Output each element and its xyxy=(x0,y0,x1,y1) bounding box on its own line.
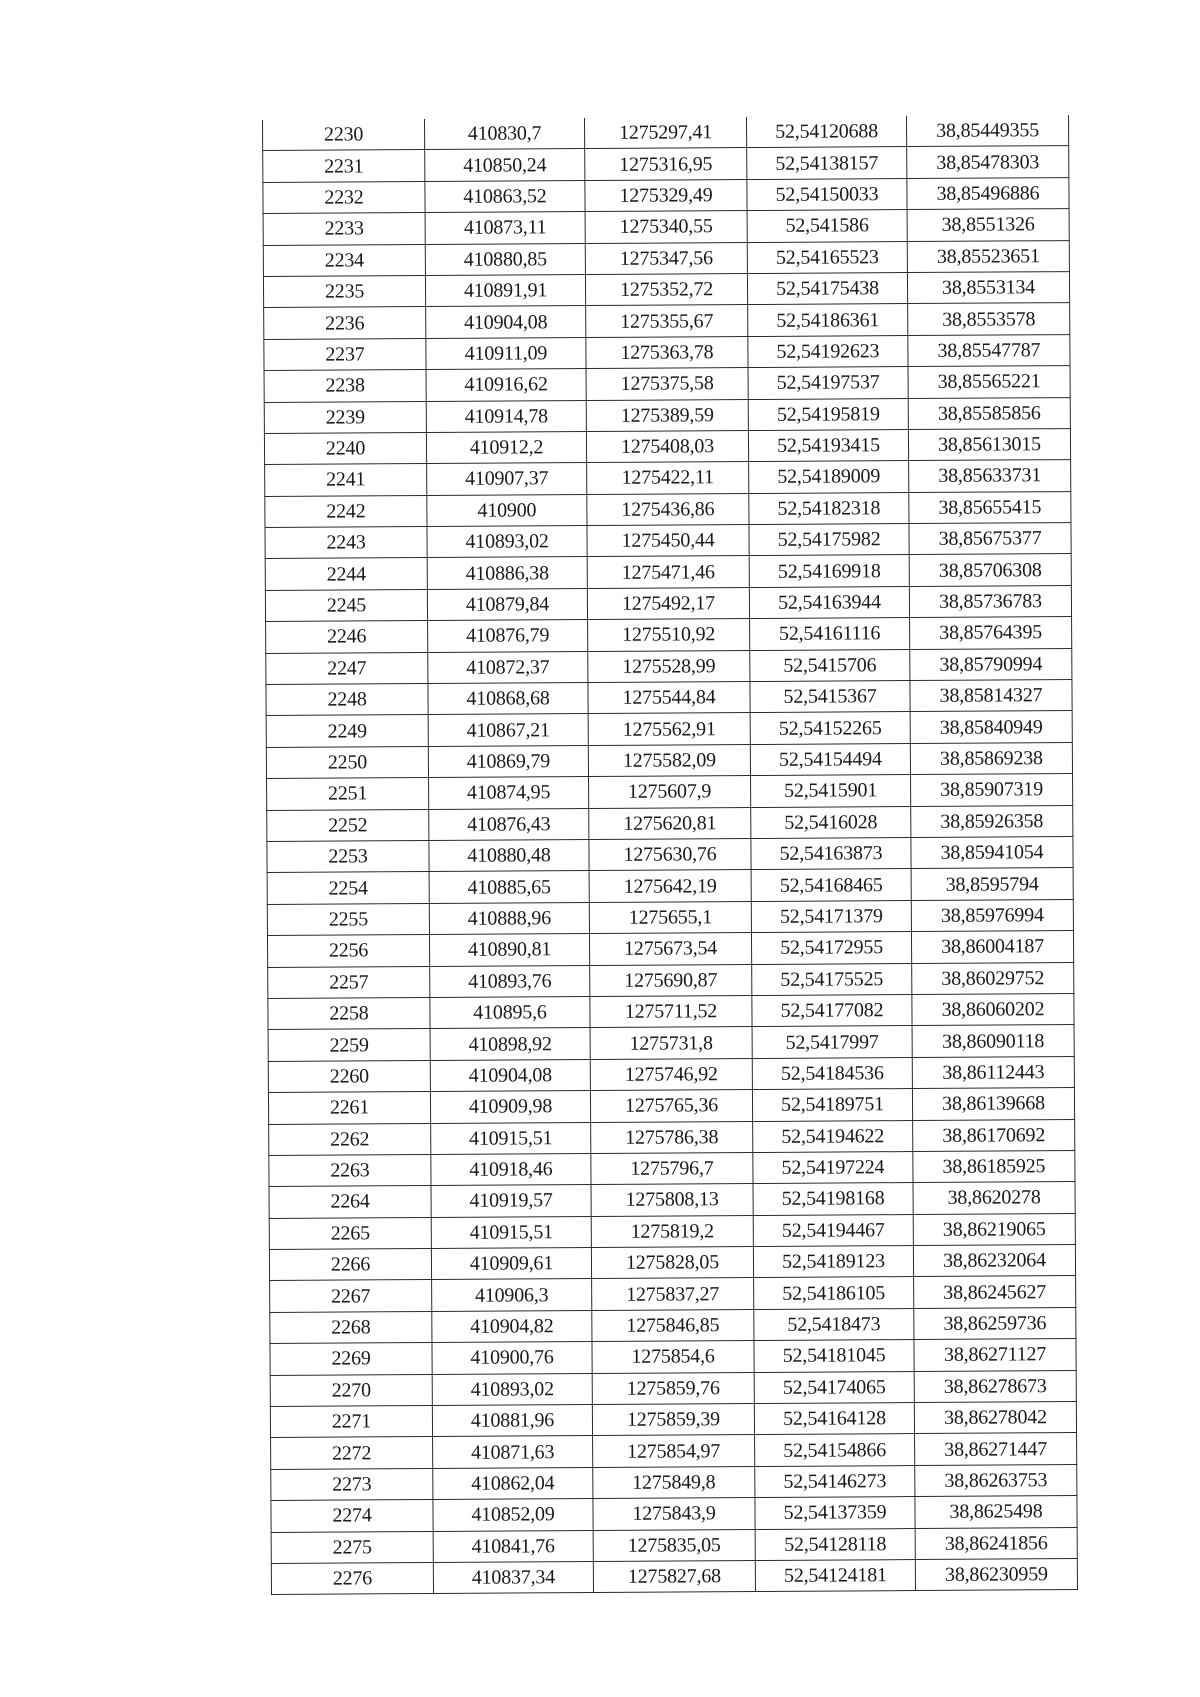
x-coordinate-cell: 410862,04 xyxy=(433,1467,593,1499)
table-row xyxy=(265,491,1071,527)
table-row xyxy=(266,742,1072,778)
y-coordinate-cell: 1275422,11 xyxy=(587,462,749,494)
y-coordinate-cell: 1275827,68 xyxy=(593,1560,755,1592)
point-number-cell: 2241 xyxy=(265,464,427,496)
point-number-cell: 2257 xyxy=(268,966,430,998)
point-number-cell: 2260 xyxy=(268,1060,430,1092)
latitude-cell: 52,54161116 xyxy=(750,618,910,650)
point-number-cell: 2250 xyxy=(266,746,428,778)
table-row xyxy=(270,1402,1076,1438)
point-number-cell: 2238 xyxy=(264,370,426,402)
y-coordinate-cell: 1275786,38 xyxy=(591,1121,753,1153)
longitude-cell: 38,86230959 xyxy=(915,1559,1077,1591)
y-coordinate-cell: 1275859,39 xyxy=(592,1404,754,1436)
longitude-cell: 38,85926358 xyxy=(911,805,1073,837)
latitude-cell: 52,54154494 xyxy=(750,743,910,775)
longitude-cell: 38,85706308 xyxy=(909,554,1071,586)
latitude-cell: 52,5416028 xyxy=(751,806,911,838)
longitude-cell: 38,86112443 xyxy=(912,1056,1074,1088)
table-row xyxy=(267,774,1073,810)
y-coordinate-cell: 1275582,09 xyxy=(588,744,750,776)
y-coordinate-cell: 1275297,41 xyxy=(584,117,746,149)
x-coordinate-cell: 410904,82 xyxy=(432,1310,592,1342)
latitude-cell: 52,54182318 xyxy=(749,492,909,524)
latitude-cell: 52,54181045 xyxy=(754,1340,914,1372)
latitude-cell: 52,54137359 xyxy=(755,1497,915,1529)
latitude-cell: 52,54138157 xyxy=(747,147,907,179)
x-coordinate-cell: 410911,09 xyxy=(426,337,586,369)
longitude-cell: 38,86090118 xyxy=(912,1025,1074,1057)
y-coordinate-cell: 1275347,56 xyxy=(585,242,747,274)
x-coordinate-cell: 410904,08 xyxy=(430,1059,590,1091)
latitude-cell: 52,54146273 xyxy=(755,1465,915,1497)
table-row xyxy=(269,1213,1075,1249)
y-coordinate-cell: 1275843,9 xyxy=(593,1498,755,1530)
point-number-cell: 2264 xyxy=(269,1186,431,1218)
point-number-cell: 2262 xyxy=(269,1123,431,1155)
y-coordinate-cell: 1275796,7 xyxy=(591,1152,753,1184)
x-coordinate-cell: 410874,95 xyxy=(429,777,589,809)
table-row xyxy=(263,272,1069,308)
y-coordinate-cell: 1275859,76 xyxy=(592,1372,754,1404)
latitude-cell: 52,54172955 xyxy=(751,932,911,964)
point-number-cell: 2270 xyxy=(270,1374,432,1406)
longitude-cell: 38,86185925 xyxy=(913,1150,1075,1182)
point-number-cell: 2258 xyxy=(268,997,430,1029)
longitude-cell: 38,86060202 xyxy=(912,993,1074,1025)
y-coordinate-cell: 1275642,19 xyxy=(589,870,751,902)
x-coordinate-cell: 410880,48 xyxy=(429,840,589,872)
point-number-cell: 2254 xyxy=(267,872,429,904)
y-coordinate-cell: 1275607,9 xyxy=(589,776,751,808)
y-coordinate-cell: 1275408,03 xyxy=(586,430,748,462)
latitude-cell: 52,54177082 xyxy=(752,994,912,1026)
point-number-cell: 2231 xyxy=(263,150,425,182)
point-number-cell: 2269 xyxy=(270,1343,432,1375)
latitude-cell: 52,54124181 xyxy=(755,1560,915,1592)
y-coordinate-cell: 1275316,95 xyxy=(585,148,747,180)
point-number-cell: 2242 xyxy=(265,495,427,527)
longitude-cell: 38,85613015 xyxy=(908,428,1070,460)
x-coordinate-cell: 410880,85 xyxy=(425,243,585,275)
table-row xyxy=(268,1025,1074,1061)
x-coordinate-cell: 410869,79 xyxy=(428,745,588,777)
x-coordinate-cell: 410909,98 xyxy=(430,1091,590,1123)
longitude-cell: 38,85790994 xyxy=(910,648,1072,680)
longitude-cell: 38,85655415 xyxy=(909,491,1071,523)
y-coordinate-cell: 1275690,87 xyxy=(590,964,752,996)
coordinates-table xyxy=(262,115,1078,1595)
point-number-cell: 2276 xyxy=(271,1562,433,1594)
longitude-cell: 38,8551326 xyxy=(907,209,1069,241)
table-row xyxy=(265,585,1071,621)
longitude-cell: 38,86278042 xyxy=(914,1402,1076,1434)
latitude-cell: 52,5415367 xyxy=(750,681,910,713)
table-row xyxy=(270,1276,1076,1312)
point-number-cell: 2259 xyxy=(268,1029,430,1061)
table-row xyxy=(263,240,1069,276)
latitude-cell: 52,54189123 xyxy=(753,1246,913,1278)
point-number-cell: 2275 xyxy=(271,1531,433,1563)
y-coordinate-cell: 1275450,44 xyxy=(587,525,749,557)
y-coordinate-cell: 1275355,67 xyxy=(586,305,748,337)
longitude-cell: 38,86245627 xyxy=(914,1276,1076,1308)
longitude-cell: 38,86263753 xyxy=(915,1464,1077,1496)
table-row xyxy=(269,1245,1075,1281)
latitude-cell: 52,54168465 xyxy=(751,869,911,901)
latitude-cell: 52,54175525 xyxy=(752,963,912,995)
latitude-cell: 52,54171379 xyxy=(751,900,911,932)
y-coordinate-cell: 1275837,27 xyxy=(592,1278,754,1310)
x-coordinate-cell: 410900,76 xyxy=(432,1342,592,1374)
longitude-cell: 38,86271447 xyxy=(915,1433,1077,1465)
latitude-cell: 52,54198168 xyxy=(753,1183,913,1215)
latitude-cell: 52,541586 xyxy=(747,210,907,242)
y-coordinate-cell: 1275835,05 xyxy=(593,1529,755,1561)
table-row xyxy=(266,648,1072,684)
table-row xyxy=(263,115,1069,151)
table-row xyxy=(269,1119,1075,1155)
latitude-cell: 52,54175438 xyxy=(747,273,907,305)
point-number-cell: 2263 xyxy=(269,1154,431,1186)
point-number-cell: 2249 xyxy=(266,715,428,747)
latitude-cell: 52,54150033 xyxy=(747,178,907,210)
y-coordinate-cell: 1275828,05 xyxy=(591,1247,753,1279)
latitude-cell: 52,54197537 xyxy=(748,367,908,399)
latitude-cell: 52,54186361 xyxy=(748,304,908,336)
longitude-cell: 38,86004187 xyxy=(911,931,1073,963)
y-coordinate-cell: 1275544,84 xyxy=(588,682,750,714)
x-coordinate-cell: 410895,6 xyxy=(430,996,590,1028)
point-number-cell: 2253 xyxy=(267,840,429,872)
longitude-cell: 38,85523651 xyxy=(907,240,1069,272)
longitude-cell: 38,8553578 xyxy=(908,303,1070,335)
table-row xyxy=(264,303,1070,339)
y-coordinate-cell: 1275854,97 xyxy=(593,1435,755,1467)
x-coordinate-cell: 410914,78 xyxy=(426,400,586,432)
longitude-cell: 38,86241856 xyxy=(915,1527,1077,1559)
table-row xyxy=(269,1150,1075,1186)
x-coordinate-cell: 410904,08 xyxy=(426,306,586,338)
longitude-cell: 38,85565221 xyxy=(908,366,1070,398)
y-coordinate-cell: 1275492,17 xyxy=(587,587,749,619)
longitude-cell: 38,85814327 xyxy=(910,680,1072,712)
y-coordinate-cell: 1275819,2 xyxy=(591,1215,753,1247)
x-coordinate-cell: 410898,92 xyxy=(430,1028,590,1060)
longitude-cell: 38,85585856 xyxy=(908,397,1070,429)
longitude-cell: 38,85941054 xyxy=(911,837,1073,869)
y-coordinate-cell: 1275363,78 xyxy=(586,336,748,368)
latitude-cell: 52,54193415 xyxy=(748,429,908,461)
longitude-cell: 38,86259736 xyxy=(914,1307,1076,1339)
longitude-cell: 38,85840949 xyxy=(910,711,1072,743)
table-row xyxy=(268,993,1074,1029)
longitude-cell: 38,85907319 xyxy=(911,774,1073,806)
x-coordinate-cell: 410912,2 xyxy=(426,431,586,463)
table-row xyxy=(264,334,1070,370)
longitude-cell: 38,85736783 xyxy=(909,585,1071,617)
latitude-cell: 52,5415706 xyxy=(750,649,910,681)
point-number-cell: 2256 xyxy=(267,935,429,967)
table-row xyxy=(266,680,1072,716)
table-row xyxy=(266,617,1072,653)
x-coordinate-cell: 410873,11 xyxy=(425,212,585,244)
table-row xyxy=(264,366,1070,402)
table-row xyxy=(263,146,1069,182)
x-coordinate-cell: 410876,79 xyxy=(428,620,588,652)
longitude-cell: 38,85633731 xyxy=(909,460,1071,492)
x-coordinate-cell: 410885,65 xyxy=(429,871,589,903)
latitude-cell: 52,54195819 xyxy=(748,398,908,430)
table-row xyxy=(266,711,1072,747)
longitude-cell: 38,85869238 xyxy=(910,742,1072,774)
x-coordinate-cell: 410909,61 xyxy=(431,1248,591,1280)
y-coordinate-cell: 1275711,52 xyxy=(590,995,752,1027)
latitude-cell: 52,54169918 xyxy=(749,555,909,587)
longitude-cell: 38,85764395 xyxy=(910,617,1072,649)
point-number-cell: 2236 xyxy=(264,307,426,339)
x-coordinate-cell: 410871,63 xyxy=(433,1436,593,1468)
longitude-cell: 38,85976994 xyxy=(911,899,1073,931)
y-coordinate-cell: 1275471,46 xyxy=(587,556,749,588)
longitude-cell: 38,86029752 xyxy=(912,962,1074,994)
y-coordinate-cell: 1275436,86 xyxy=(587,493,749,525)
latitude-cell: 52,54186105 xyxy=(754,1277,914,1309)
longitude-cell: 38,85547787 xyxy=(908,334,1070,366)
latitude-cell: 52,54164128 xyxy=(754,1403,914,1435)
x-coordinate-cell: 410890,81 xyxy=(429,934,589,966)
table-row xyxy=(268,1056,1074,1092)
table-row xyxy=(268,962,1074,998)
longitude-cell: 38,85449355 xyxy=(906,115,1068,147)
x-coordinate-cell: 410893,02 xyxy=(427,526,587,558)
y-coordinate-cell: 1275528,99 xyxy=(588,650,750,682)
point-number-cell: 2267 xyxy=(270,1280,432,1312)
x-coordinate-cell: 410841,76 xyxy=(433,1530,593,1562)
x-coordinate-cell: 410886,38 xyxy=(427,557,587,589)
table-row xyxy=(265,554,1071,590)
point-number-cell: 2261 xyxy=(268,1092,430,1124)
table-row xyxy=(267,931,1073,967)
x-coordinate-cell: 410888,96 xyxy=(429,902,589,934)
x-coordinate-cell: 410893,76 xyxy=(430,965,590,997)
table-row xyxy=(267,899,1073,935)
point-number-cell: 2268 xyxy=(270,1311,432,1343)
point-number-cell: 2245 xyxy=(265,589,427,621)
table-row xyxy=(270,1339,1076,1375)
latitude-cell: 52,54154866 xyxy=(755,1434,915,1466)
latitude-cell: 52,54174065 xyxy=(754,1371,914,1403)
table-row xyxy=(263,209,1069,245)
y-coordinate-cell: 1275329,49 xyxy=(585,179,747,211)
y-coordinate-cell: 1275620,81 xyxy=(589,807,751,839)
longitude-cell: 38,86271127 xyxy=(914,1339,1076,1371)
table-row xyxy=(269,1182,1075,1218)
latitude-cell: 52,54152265 xyxy=(750,712,910,744)
longitude-cell: 38,8620278 xyxy=(913,1182,1075,1214)
latitude-cell: 52,54194622 xyxy=(753,1120,913,1152)
y-coordinate-cell: 1275673,54 xyxy=(589,933,751,965)
y-coordinate-cell: 1275808,13 xyxy=(591,1184,753,1216)
table-row xyxy=(270,1307,1076,1343)
latitude-cell: 52,54175982 xyxy=(749,524,909,556)
longitude-cell: 38,86139668 xyxy=(912,1088,1074,1120)
point-number-cell: 2265 xyxy=(269,1217,431,1249)
point-number-cell: 2234 xyxy=(263,244,425,276)
point-number-cell: 2246 xyxy=(266,621,428,653)
point-number-cell: 2237 xyxy=(264,338,426,370)
table-row xyxy=(271,1433,1077,1469)
x-coordinate-cell: 410906,3 xyxy=(432,1279,592,1311)
longitude-cell: 38,86232064 xyxy=(913,1245,1075,1277)
point-number-cell: 2239 xyxy=(264,401,426,433)
y-coordinate-cell: 1275375,58 xyxy=(586,368,748,400)
latitude-cell: 52,54197224 xyxy=(753,1151,913,1183)
table-row xyxy=(267,805,1073,841)
point-number-cell: 2248 xyxy=(266,684,428,716)
point-number-cell: 2232 xyxy=(263,181,425,213)
table-row xyxy=(271,1464,1077,1500)
y-coordinate-cell: 1275352,72 xyxy=(585,273,747,305)
x-coordinate-cell: 410915,51 xyxy=(431,1122,591,1154)
y-coordinate-cell: 1275655,1 xyxy=(589,901,751,933)
x-coordinate-cell: 410850,24 xyxy=(425,149,585,181)
x-coordinate-cell: 410852,09 xyxy=(433,1499,593,1531)
point-number-cell: 2273 xyxy=(271,1468,433,1500)
latitude-cell: 52,54163873 xyxy=(751,838,911,870)
longitude-cell: 38,85478303 xyxy=(907,146,1069,178)
latitude-cell: 52,54192623 xyxy=(748,335,908,367)
y-coordinate-cell: 1275731,8 xyxy=(590,1027,752,1059)
longitude-cell: 38,8553134 xyxy=(907,272,1069,304)
table-row xyxy=(270,1370,1076,1406)
x-coordinate-cell: 410918,46 xyxy=(431,1153,591,1185)
y-coordinate-cell: 1275630,76 xyxy=(589,839,751,871)
coordinates-table-body xyxy=(263,115,1078,1595)
table-row xyxy=(271,1559,1077,1595)
latitude-cell: 52,5415901 xyxy=(751,775,911,807)
x-coordinate-cell: 410915,51 xyxy=(431,1216,591,1248)
table-row xyxy=(265,523,1071,559)
latitude-cell: 52,54194467 xyxy=(753,1214,913,1246)
y-coordinate-cell: 1275510,92 xyxy=(588,619,750,651)
point-number-cell: 2233 xyxy=(263,213,425,245)
point-number-cell: 2243 xyxy=(265,527,427,559)
latitude-cell: 52,54165523 xyxy=(747,241,907,273)
latitude-cell: 52,54189009 xyxy=(749,461,909,493)
point-number-cell: 2266 xyxy=(269,1249,431,1281)
longitude-cell: 38,86170692 xyxy=(913,1119,1075,1151)
point-number-cell: 2272 xyxy=(271,1437,433,1469)
point-number-cell: 2230 xyxy=(263,119,425,151)
x-coordinate-cell: 410868,68 xyxy=(428,683,588,715)
longitude-cell: 38,8595794 xyxy=(911,868,1073,900)
table-row xyxy=(267,837,1073,873)
table-row xyxy=(271,1527,1077,1563)
point-number-cell: 2274 xyxy=(271,1500,433,1532)
y-coordinate-cell: 1275849,8 xyxy=(593,1466,755,1498)
point-number-cell: 2271 xyxy=(270,1405,432,1437)
y-coordinate-cell: 1275340,55 xyxy=(585,211,747,243)
point-number-cell: 2252 xyxy=(267,809,429,841)
point-number-cell: 2244 xyxy=(265,558,427,590)
x-coordinate-cell: 410863,52 xyxy=(425,180,585,212)
table-row xyxy=(264,428,1070,464)
table-row xyxy=(268,1088,1074,1124)
x-coordinate-cell: 410907,37 xyxy=(427,463,587,495)
table-row xyxy=(263,177,1069,213)
latitude-cell: 52,54184536 xyxy=(752,1057,912,1089)
table-row xyxy=(271,1496,1077,1532)
y-coordinate-cell: 1275765,36 xyxy=(590,1090,752,1122)
table-row xyxy=(265,460,1071,496)
x-coordinate-cell: 410879,84 xyxy=(427,588,587,620)
x-coordinate-cell: 410893,02 xyxy=(432,1373,592,1405)
table-row xyxy=(267,868,1073,904)
x-coordinate-cell: 410837,34 xyxy=(433,1561,593,1593)
x-coordinate-cell: 410891,91 xyxy=(425,274,585,306)
latitude-cell: 52,5417997 xyxy=(752,1026,912,1058)
latitude-cell: 52,54189751 xyxy=(752,1089,912,1121)
y-coordinate-cell: 1275562,91 xyxy=(588,713,750,745)
longitude-cell: 38,86219065 xyxy=(913,1213,1075,1245)
y-coordinate-cell: 1275389,59 xyxy=(586,399,748,431)
x-coordinate-cell: 410867,21 xyxy=(428,714,588,746)
x-coordinate-cell: 410916,62 xyxy=(426,369,586,401)
x-coordinate-cell: 410900 xyxy=(427,494,587,526)
point-number-cell: 2247 xyxy=(266,652,428,684)
latitude-cell: 52,54128118 xyxy=(755,1528,915,1560)
x-coordinate-cell: 410881,96 xyxy=(432,1405,592,1437)
x-coordinate-cell: 410876,43 xyxy=(429,808,589,840)
latitude-cell: 52,5418473 xyxy=(754,1308,914,1340)
longitude-cell: 38,86278673 xyxy=(914,1370,1076,1402)
latitude-cell: 52,54120688 xyxy=(746,116,906,148)
table-row xyxy=(264,397,1070,433)
x-coordinate-cell: 410830,7 xyxy=(424,118,584,150)
y-coordinate-cell: 1275854,6 xyxy=(592,1341,754,1373)
point-number-cell: 2235 xyxy=(263,275,425,307)
y-coordinate-cell: 1275846,85 xyxy=(592,1309,754,1341)
x-coordinate-cell: 410872,37 xyxy=(428,651,588,683)
latitude-cell: 52,54163944 xyxy=(749,586,909,618)
point-number-cell: 2255 xyxy=(267,903,429,935)
longitude-cell: 38,85675377 xyxy=(909,523,1071,555)
x-coordinate-cell: 410919,57 xyxy=(431,1185,591,1217)
y-coordinate-cell: 1275746,92 xyxy=(590,1058,752,1090)
longitude-cell: 38,8625498 xyxy=(915,1496,1077,1528)
point-number-cell: 2240 xyxy=(264,432,426,464)
point-number-cell: 2251 xyxy=(267,778,429,810)
longitude-cell: 38,85496886 xyxy=(907,177,1069,209)
